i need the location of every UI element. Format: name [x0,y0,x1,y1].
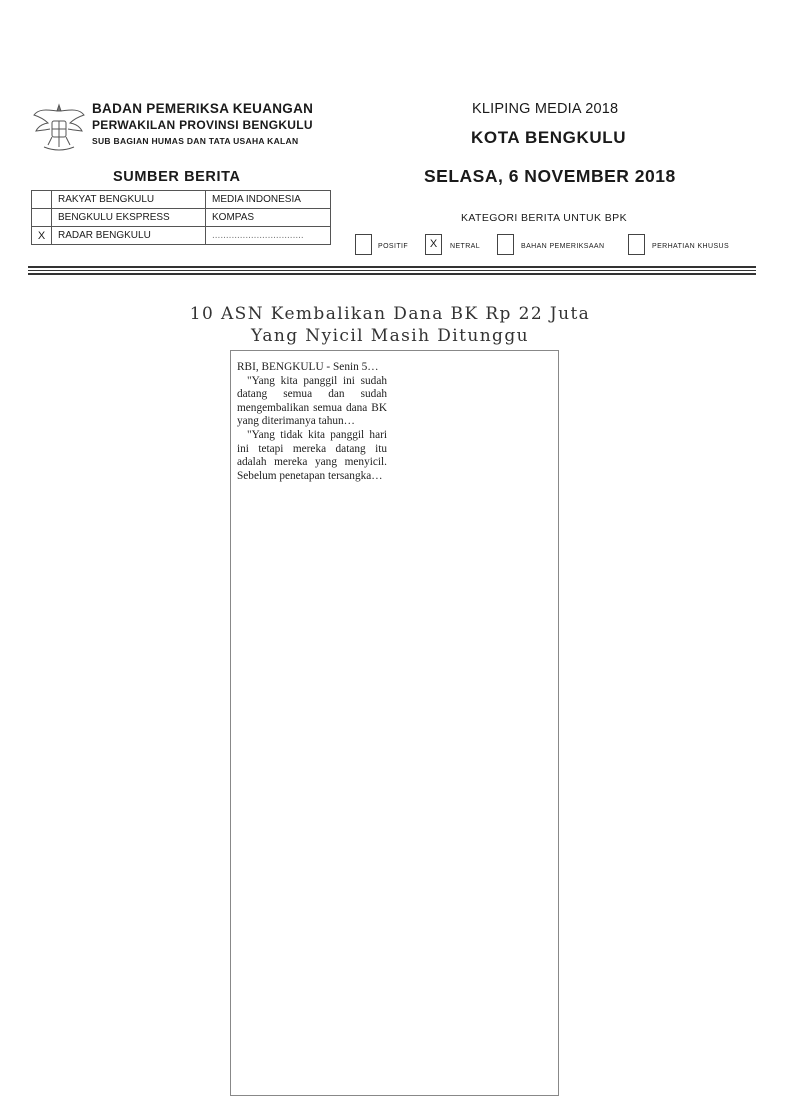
source-name: MEDIA INDONESIA [206,191,331,209]
source-name: KOMPAS [206,209,331,227]
article-clipping [230,350,559,1096]
region-title: KOTA BENGKULU [471,128,627,147]
source-name: RAKYAT BENGKULU [52,191,206,209]
checkbox-label-bahan-pemeriksaan: BAHAN PEMERIKSAAN [521,243,605,250]
source-row [32,227,331,245]
checkbox-netral: X [425,234,442,255]
checkbox-label-positif: POSITIF [378,243,409,250]
source-name: RADAR BENGKULU [52,227,206,245]
checkbox-label-netral: NETRAL [450,243,481,250]
source-mark [32,209,52,227]
article-column-1 [237,361,387,483]
article-paragraph: "Yang kita panggil ini sudah datang semua dan sudah mengembalikan semua dana BK yang diterimanya tahun… [237,374,387,428]
kliping-label: KLIPING MEDIA 2018 [472,101,619,117]
org-subdivision: SUB BAGIAN HUMAS DAN TATA USAHA KALAN [92,136,299,146]
header-divider [28,270,756,271]
checkbox-positif [355,234,372,255]
source-row [32,191,331,209]
header-divider [28,266,756,268]
source-mark [32,191,52,209]
garuda-emblem-icon [30,97,88,155]
org-name: BADAN PEMERIKSA KEUANGAN [92,101,314,116]
article-paragraph: "Yang tidak kita panggil hari ini tetapi mereka datang itu adalah mereka yang menyicil. Sebelum penetapan tersangka… [237,428,387,482]
source-name: ................................. [206,227,331,245]
article-headline: Yang Nyicil Masih Ditunggu [251,326,529,346]
checkbox-bahan-pemeriksaan [497,234,514,255]
sumber-berita-label: SUMBER BERITA [113,169,241,185]
article-headline: 10 ASN Kembalikan Dana BK Rp 22 Juta [189,304,591,324]
publication-date: SELASA, 6 NOVEMBER 2018 [424,166,676,186]
org-branch: PERWAKILAN PROVINSI BENGKULU [92,118,313,132]
source-table [31,190,331,245]
checkbox-perhatian-khusus [628,234,645,255]
header-divider [28,273,756,275]
source-row [32,209,331,227]
source-name: BENGKULU EKSPRESS [52,209,206,227]
source-mark: X [32,227,52,245]
article-paragraph: RBI, BENGKULU - Senin 5… [237,361,379,373]
checkbox-label-perhatian-khusus: PERHATIAN KHUSUS [652,243,730,250]
kategori-label: KATEGORI BERITA UNTUK BPK [461,212,627,224]
